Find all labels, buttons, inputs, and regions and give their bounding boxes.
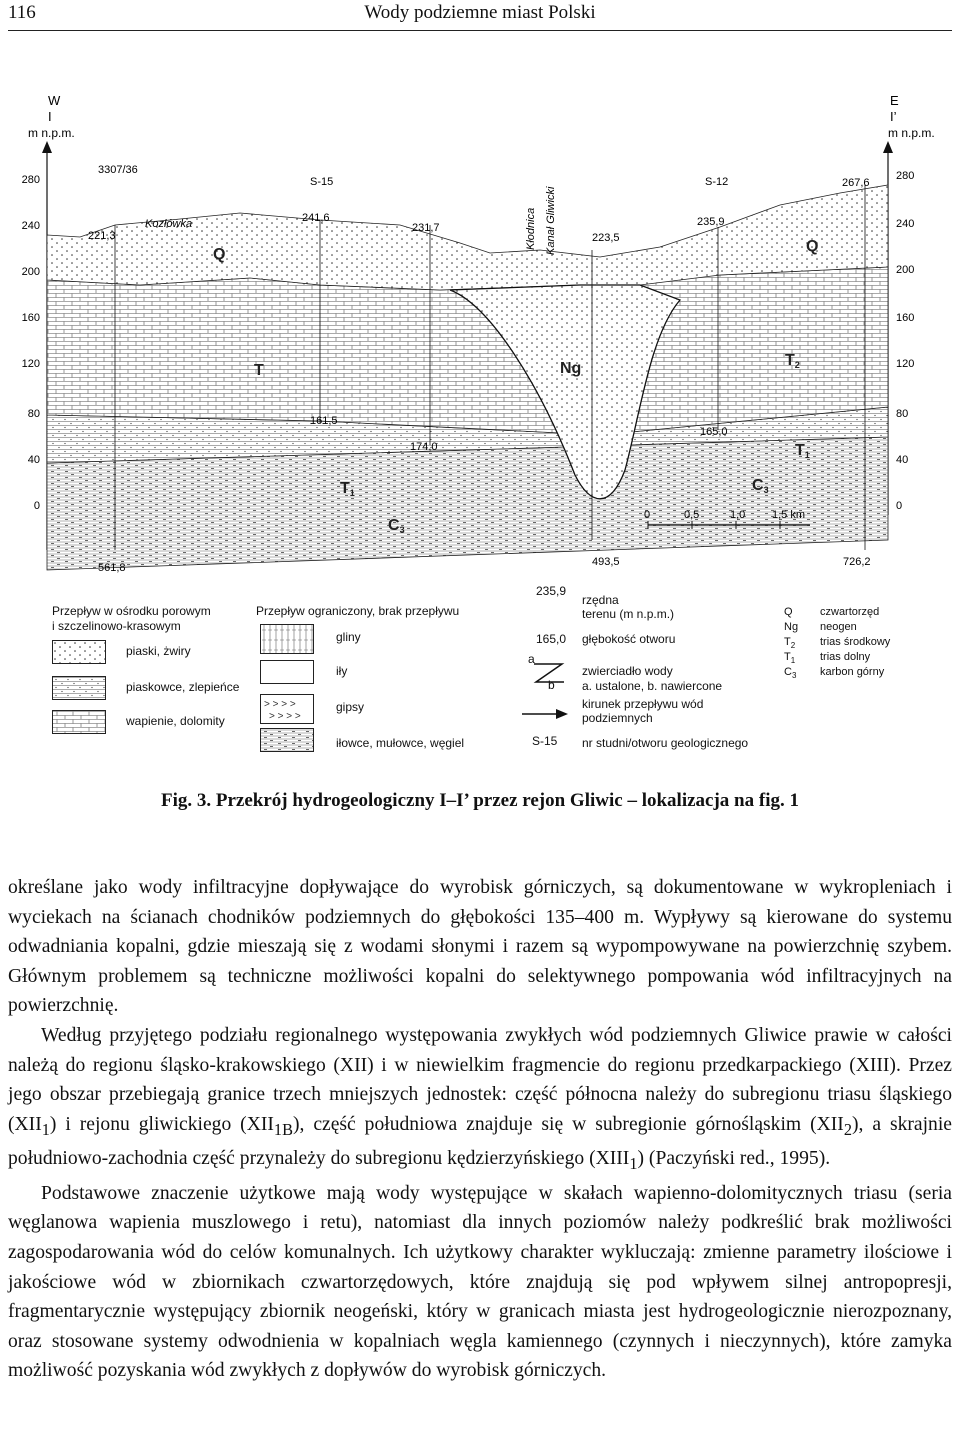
- svg-text:160: 160: [896, 312, 915, 324]
- svg-text:1,0: 1,0: [730, 509, 746, 521]
- svg-text:T1: T1: [795, 442, 810, 460]
- legend-sym-a: a: [528, 652, 535, 666]
- body-text: [8, 873, 952, 1386]
- svg-text:231,7: 231,7: [412, 222, 440, 234]
- svg-text:561,8: 561,8: [98, 562, 126, 574]
- paragraph-1: określane jako wody infiltracyjne dopływające do wyrobisk górniczych, są dokumentowane w wykropleniach i wyciekach na ścianach chodników podziemnych do głębokości 135–400 m. Wypływy są kierowane do systemu odwadniania kopalni, gdzie mieszają się z wodami słonymi i razem są wypompowywane na powierzchnię szybem. Głównym problemem są techniczne możliwości kopalni do selektywnego pompowania wód infiltracyjnych na powierzchnię.: [8, 877, 952, 1017]
- page-header: [0, 0, 960, 32]
- legend-sym-b: b: [548, 678, 555, 692]
- east-label: [888, 93, 935, 140]
- svg-text:235,9: 235,9: [697, 216, 725, 228]
- running-title: Wody podziemne miast Polski: [364, 2, 596, 23]
- svg-text:E: E: [890, 93, 899, 108]
- legend-gypsum: gipsy: [336, 700, 365, 714]
- svg-text:80: 80: [896, 408, 909, 420]
- svg-text:W: W: [48, 93, 61, 108]
- legend-sym-depth-value: 165,0: [536, 632, 567, 646]
- strat-row-t1: $T_1$ trias dolny: [784, 651, 871, 666]
- legend-porous-title-1: Przepływ w ośrodku porowym: [52, 604, 211, 618]
- paragraph-2: Według przyjętego podziału regionalnego występowania zwykłych wód podziemnych Gliwice prawie w całości należą do regionu śląsko-krakowskiego (XII) i w niewielkim fragmencie do regionu przedkarpackiego (XIII). Przez jego obszar przebiegają granice trzech mniejszych jednostek: część północna należy do subregionu triasu śląskiego $(XII_1)$ i rejonu gliwickiego $(XII_{1B})$, część południowa znajduje się w subregionie górnośląskim $(XII_2)$, a skrajnie południowo-zachodnia część przynależy do subregionu kędzierzyńskiego $(XIII_1)$ (Paczyński red., 1995).: [8, 1024, 952, 1174]
- west-label: [28, 93, 75, 140]
- legend-clay: iły: [336, 664, 348, 678]
- legend-sand-gravel: piaski, żwiry: [126, 644, 191, 658]
- legend-sym-flow-2: podziemnych: [582, 711, 653, 725]
- svg-text:0: 0: [644, 509, 651, 521]
- river-labels: [525, 186, 557, 255]
- svg-text:493,5: 493,5: [592, 556, 620, 568]
- legend-shale-coal: iłowce, mułowce, węgiel: [336, 736, 465, 750]
- svg-text:S-15: S-15: [310, 176, 334, 188]
- svg-text:C3: C3: [388, 517, 405, 535]
- svg-text:120: 120: [896, 358, 915, 370]
- swatch-limestone: [52, 710, 106, 734]
- svg-text:0,5: 0,5: [684, 509, 700, 521]
- strat-row-c3: $C_3$ karbon górny: [784, 666, 885, 681]
- svg-text:C3: C3: [752, 477, 769, 495]
- swatch-clay-till: [260, 624, 314, 654]
- svg-text:T1: T1: [340, 480, 355, 498]
- legend-sym-depth-label: głębokość otworu: [582, 632, 676, 646]
- legend-sym-elev-value: 235,9: [536, 584, 567, 598]
- svg-text:Kłodnica: Kłodnica: [525, 207, 537, 250]
- svg-text:Ng: Ng: [560, 360, 582, 377]
- strat-row-q: Q czwartorzęd: [784, 606, 880, 618]
- svg-text:200: 200: [896, 264, 915, 276]
- svg-text:3307/36: 3307/36: [98, 164, 138, 176]
- legend-limestone: wapienie, dolomity: [126, 714, 225, 728]
- cross-section-figure: [20, 85, 940, 590]
- svg-text:I: I: [48, 109, 52, 124]
- figure-legend: [20, 578, 940, 778]
- legend-sym-elev-label-1: rzędna: [582, 593, 619, 607]
- strat-row-t2: $T_2$ trias środkowy: [784, 636, 891, 651]
- svg-text:221,3: 221,3: [88, 230, 116, 242]
- svg-text:T2: T2: [785, 352, 800, 370]
- svg-text:174,0: 174,0: [410, 441, 438, 453]
- svg-text:280: 280: [21, 174, 40, 186]
- svg-text:223,5: 223,5: [592, 232, 620, 244]
- legend-sym-flow-1: kirunek przepływu wód: [582, 697, 704, 711]
- swatch-gypsum: [260, 694, 314, 724]
- svg-text:280: 280: [896, 170, 915, 182]
- svg-text:Kozłówka: Kozłówka: [145, 218, 193, 230]
- swatch-sandstone: [52, 676, 106, 700]
- page-number: 116: [8, 2, 36, 23]
- svg-text:S-12: S-12: [705, 176, 729, 188]
- svg-text:Kanał Gliwicki: Kanał Gliwicki: [545, 186, 557, 255]
- svg-text:1,5 km: 1,5 km: [772, 509, 806, 521]
- legend-porous-title-2: i szczelinowo-krasowym: [52, 619, 181, 633]
- svg-text:0: 0: [33, 500, 40, 512]
- elevation-ticks-left: [22, 174, 40, 512]
- strat-row-ng: Ng neogen: [784, 621, 857, 633]
- paragraph-3: Podstawowe znaczenie użytkowe mają wody występujące w skałach wapienno-dolomitycznych triasu (seria węglanowa wapienia muszlowego i retu), natomiast dla innych poziomów należy podkreślić brak możliwości zagospodarowania wód do celów komunalnych. Ich użytkowy charakter wykluczają: zmienne parametry ilościowe i jakościowe wód w zbiornikach czwartorzędowych, które znajdują się pod wpływem silnej antropopresji, fragmentarycznie występujący zbiornik neogeński, który w granicach miasta jest hydrogeologicznie nierozpoznany, oraz stosowane systemy odwodnienia w kopalniach węgla kamiennego (czynnych i nieczynnych), które zamyka możliwość pozyskania wód zwykłych z dopływów do wyrobisk górniczych.: [8, 1182, 952, 1382]
- figure-caption: Fig. 3. Przekrój hydrogeologiczny I–I’ przez rejon Gliwic – lokalizacja na fig. 1: [161, 790, 799, 811]
- header-rule: [8, 30, 952, 31]
- legend-sym-water-2: a. ustalone, b. nawiercone: [582, 679, 723, 693]
- swatch-shale-coal: [260, 728, 314, 752]
- svg-text:160: 160: [21, 312, 40, 324]
- elevation-ticks-right: [896, 170, 914, 512]
- svg-text:I’: I’: [890, 109, 897, 124]
- legend-sandstone: piaskowce, zlepieńce: [126, 680, 240, 694]
- svg-text:267,6: 267,6: [842, 177, 870, 189]
- flow-arrow-icon: [520, 706, 570, 722]
- svg-text:> > > >: > > > >: [264, 699, 296, 710]
- svg-text:> > > >: > > > >: [269, 711, 301, 722]
- svg-text:726,2: 726,2: [843, 556, 871, 568]
- svg-text:200: 200: [21, 266, 40, 278]
- swatch-clay: [260, 660, 314, 684]
- svg-text:0: 0: [896, 500, 903, 512]
- legend-sym-elev-label-2: terenu (m n.p.m.): [582, 607, 675, 621]
- svg-text:165,0: 165,0: [700, 426, 728, 438]
- svg-text:80: 80: [27, 408, 40, 420]
- svg-text:40: 40: [896, 454, 909, 466]
- svg-text:m n.p.m.: m n.p.m.: [28, 126, 75, 140]
- svg-text:Q: Q: [806, 238, 819, 255]
- legend-sym-well-value: S-15: [532, 734, 558, 748]
- svg-text:m n.p.m.: m n.p.m.: [888, 126, 935, 140]
- svg-text:120: 120: [21, 358, 40, 370]
- svg-text:161,5: 161,5: [310, 415, 338, 427]
- legend-sym-well-label: nr studni/otworu geologicznego: [582, 736, 749, 750]
- svg-text:240: 240: [21, 220, 40, 232]
- swatch-sand-gravel: [52, 640, 106, 664]
- svg-text:Q: Q: [213, 246, 226, 263]
- legend-clay-till: gliny: [336, 630, 361, 644]
- svg-text:241,6: 241,6: [302, 212, 330, 224]
- svg-text:40: 40: [27, 454, 40, 466]
- svg-text:T: T: [254, 362, 264, 379]
- legend-sym-water-1: zwierciadło wody: [582, 664, 673, 678]
- legend-limited-title: Przepływ ograniczony, brak przepływu: [256, 604, 460, 618]
- svg-text:240: 240: [896, 218, 915, 230]
